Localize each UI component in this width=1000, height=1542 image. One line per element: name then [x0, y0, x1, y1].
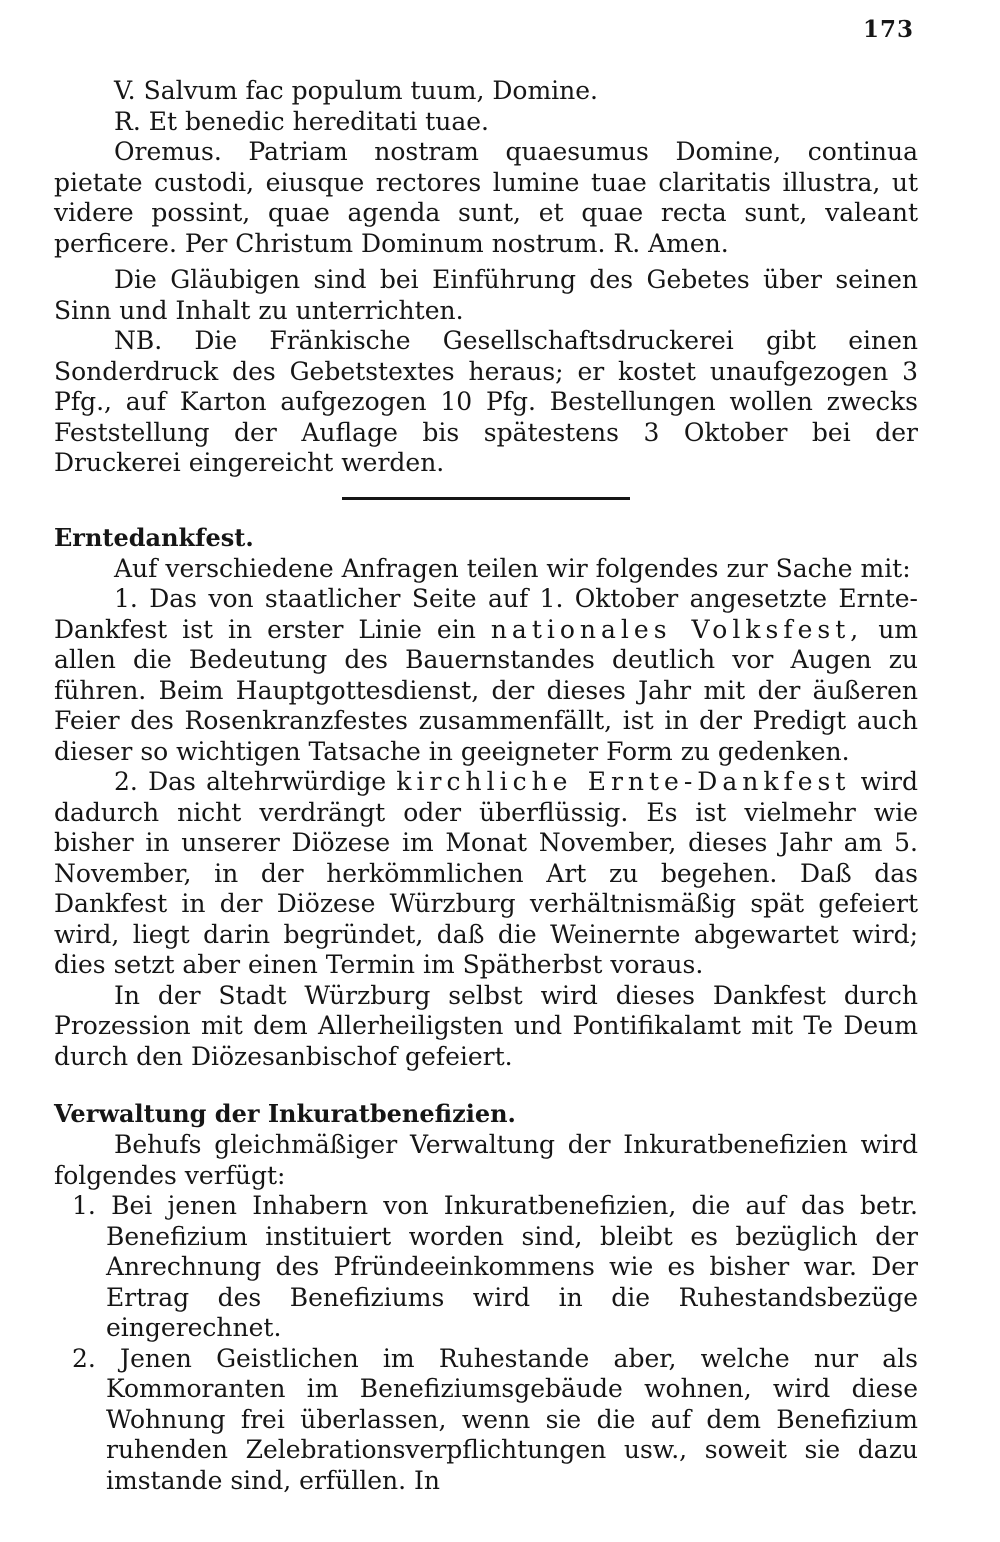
versicle: V. Salvum fac populum tuum, Domine. — [114, 76, 598, 105]
section2-item-2: 2. Jenen Geistlichen im Ruhestande aber, welche nur als Kommoranten im Benefiziumsgebäude wohnen, wird diese Wohnung frei überlassen, wenn sie die auf dem Benefizium ruhenden Zelebrationsverpflichtungen usw., soweit sie dazu imstande sind, erfüllen. In — [72, 1343, 918, 1495]
page-number: 173 — [862, 16, 914, 43]
section1-intro: Auf verschiedene Anfragen teilen wir folgendes zur Sache mit: — [114, 553, 911, 583]
point1-spaced-text: nationales Volksfest, — [490, 614, 864, 644]
nb-paragraph: NB. Die Fränkische Gesellschaftsdruckerei gibt einen Sonderdruck des Gebetstextes heraus; er kostet unaufgezogen 3 Pfg., auf Karton aufgezogen 10 Pfg. Bestellungen wollen zwecks Feststellung der Auflage bis spätestens 3 Oktober bei der Druckerei eingereicht werden. — [54, 326, 918, 477]
section2-intro: Behufs gleichmäßiger Verwaltung der Inkuratbenefizien wird folgendes verfügt: — [54, 1130, 918, 1190]
collect-prayer: Oremus. Patriam nostram quaesumus Domine, continua pietate custodi, eiusque rectores lumine tuae claritatis illustra, ut videre possint, quae agenda sunt, et quae recta sunt, valeant perficere. Per Christum Dominum nostrum. R. Amen. — [54, 137, 918, 258]
section-divider — [342, 497, 630, 500]
instruction-paragraph: Die Gläubigen sind bei Einführung des Gebetes über seinen Sinn und Inhalt zu unterrichten. — [54, 265, 918, 325]
section2-item-1: 1. Bei jenen Inhabern von Inkuratbenefizien, die auf das betr. Benefizium instituiert worden sind, bleibt es bezüglich der Anrechnung des Pfründeeinkommens wie es bisher war. Der Ertrag des Benefiziums wird in die Ruhestandsbezüge eingerechnet. — [72, 1191, 918, 1342]
section1-point-2 — [54, 767, 918, 981]
section-heading-erntedankfest: Erntedankfest. — [54, 522, 254, 552]
document-page — [54, 0, 918, 1542]
response: R. Et benedic hereditati tuae. — [114, 106, 489, 136]
point2-text-b: wird dadurch nicht verdrängt oder überflüssig. Es ist vielmehr wie bisher in unserer Diözese im Monat November, dieses Jahr am 5. November, in der herkömmlichen Art zu begehen. Daß das Dankfest in der Diözese Würzburg verhältnismäßig spät gefeiert wird, liegt darin begründet, daß die Weinernte abgewartet wird; dies setzt aber einen Termin im Spätherbst voraus. — [54, 767, 918, 979]
point1-text-a: 1. Das von staatlicher Seite auf 1. Oktober angesetzte Ernte-Dankfest ist in erster Linie ein — [54, 584, 918, 644]
point2-spaced-text: kirchliche Ernte-Dankfest — [396, 767, 851, 796]
section1-point-1 — [54, 584, 918, 767]
section-heading-inkuratbenefizien: Verwaltung der Inkuratbenefizien. — [54, 1099, 516, 1128]
point2-text-a: 2. Das altehrwürdige — [114, 767, 387, 796]
section1-paragraph-3: In der Stadt Würzburg selbst wird dieses Dankfest durch Prozession mit dem Allerheiligsten und Pontifikalamt mit Te Deum durch den Diözesanbischof gefeiert. — [54, 980, 918, 1071]
page-content — [54, 76, 918, 1496]
point1-text-b: um allen die Bedeutung des Bauernstandes deutlich vor Augen zu führen. Beim Hauptgottesdienst, der dieses Jahr mit der äußeren Feier des Rosenkranzfestes zusammenfällt, ist in der Predigt auch dieser so wichtigen Tatsache in geeigneter Form zu gedenken. — [54, 614, 918, 766]
